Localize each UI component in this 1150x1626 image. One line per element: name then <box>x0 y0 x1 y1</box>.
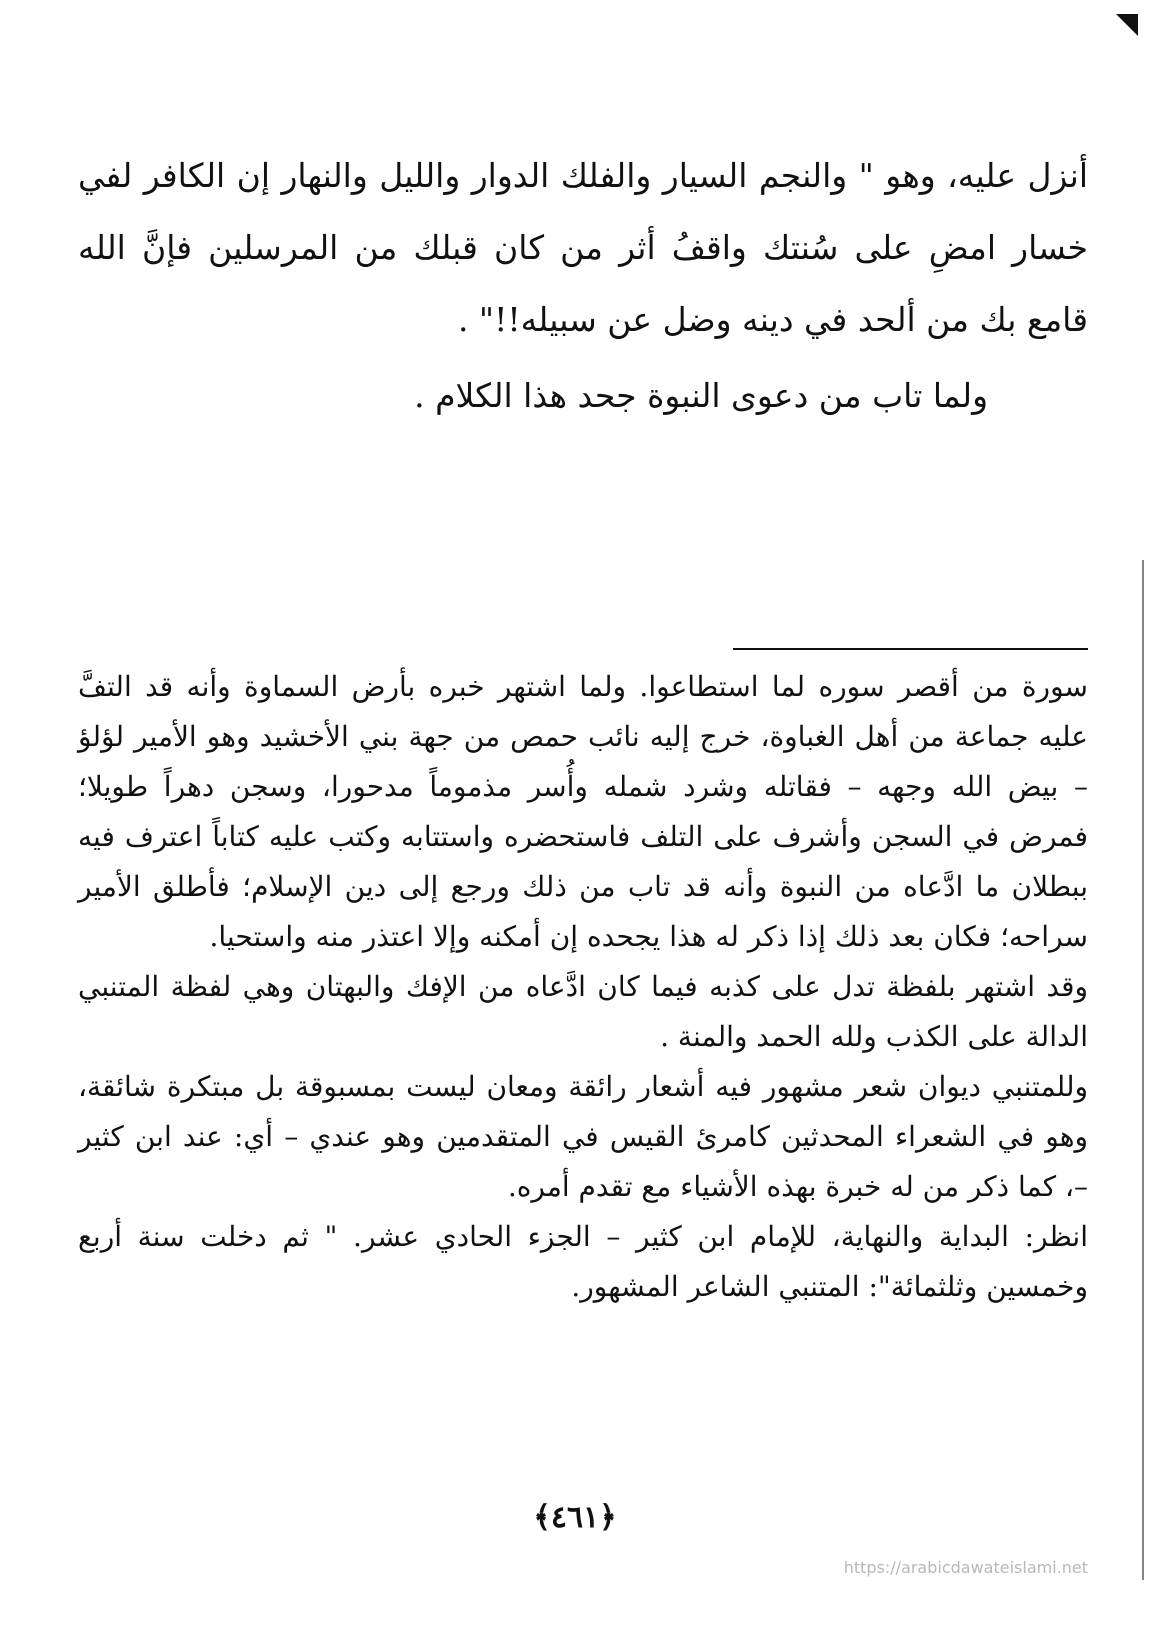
main-paragraph-1: أنزل عليه، وهو " والنجم السيار والفلك الدوار والليل والنهار إن الكافر لفي خسار امضِ على سُنتك واقفُ أثر من كان قبلك من المرسلين فإنَّ الله قامع بك من ألحد في دينه وضل عن سبيله!!" . <box>78 156 1088 339</box>
page-edge-line <box>1142 560 1144 1580</box>
footnote-separator <box>733 648 1088 650</box>
footnotes <box>78 662 1088 1312</box>
corner-mark <box>1116 14 1138 36</box>
footnote-paragraph-3: وللمتنبي ديوان شعر مشهور فيه أشعار رائقة ومعان ليست بمسبوقة بل مبتكرة شائقة، وهو في الشعراء المحدثين كامرئ القيس في المتقدمين وهو عندي – أي: عند ابن كثير –، كما ذكر من له خبرة بهذه الأشياء مع تقدم أمره. <box>78 1070 1088 1203</box>
footnote-paragraph-2: وقد اشتهر بلفظة تدل على كذبه فيما كان ادَّعاه من الإفك والبهتان وهي لفظة المتنبي الدالة على الكذب ولله الحمد والمنة . <box>78 970 1088 1053</box>
main-paragraph-2: ولما تاب من دعوى النبوة جحد هذا الكلام . <box>414 376 988 415</box>
watermark-url: https://arabicdawateislami.net <box>843 1558 1088 1577</box>
main-text <box>78 140 1088 432</box>
page-number: ﴿٤٦١﴾ <box>533 1500 617 1535</box>
footnote-paragraph-4: انظر: البداية والنهاية، للإمام ابن كثير – الجزء الحادي عشر. " ثم دخلت سنة أربع وخمسين وثلثمائة": المتنبي الشاعر المشهور. <box>78 1220 1088 1303</box>
footnote-paragraph-1: سورة من أقصر سوره لما استطاعوا. ولما اشتهر خبره بأرض السماوة وأنه قد التفَّ عليه جماعة من أهل الغباوة، خرج إليه نائب حمص من جهة بني الأخشيد وهو الأمير لؤلؤ – بيض الله وجهه – فقاتله وشرد شمله وأُسر مذموماً مدحورا، وسجن دهراً طويلا؛ فمرض في السجن وأشرف على التلف فاستحضره واستتابه وكتب عليه كتاباً اعترف فيه ببطلان ما ادَّعاه من النبوة وأنه قد تاب من ذلك ورجع إلى دين الإسلام؛ فأطلق الأمير سراحه؛ فكان بعد ذلك إذا ذكر له هذا يجحده إن أمكنه وإلا اعتذر منه واستحيا. <box>78 670 1088 953</box>
